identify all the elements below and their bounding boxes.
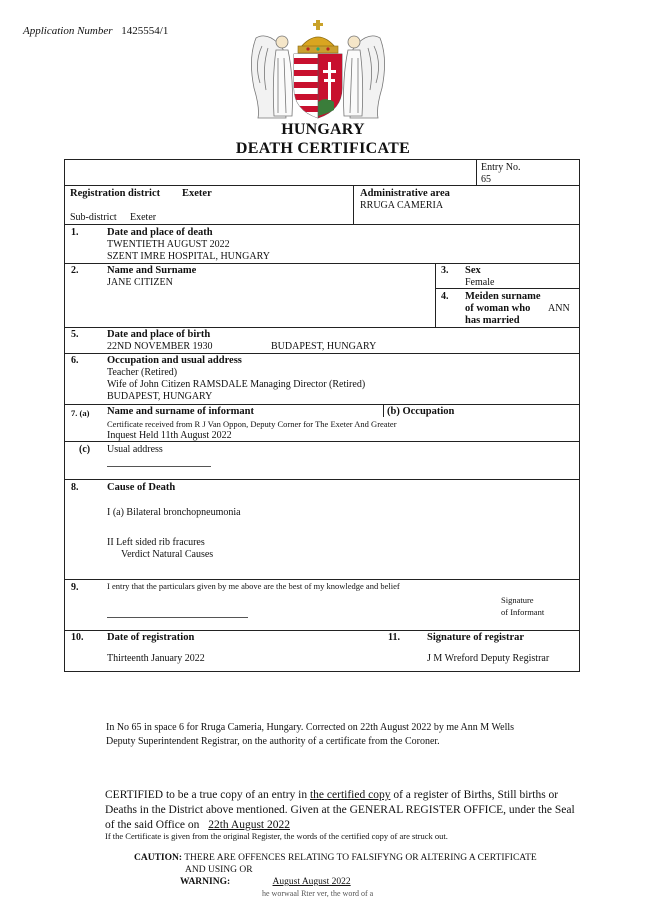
left-angel-icon: [251, 36, 292, 118]
cause-of-death-2: II Left sided rib fracures: [107, 537, 205, 548]
place-of-death-value: SZENT IMRE HOSPITAL, HUNGARY: [107, 251, 270, 262]
date-of-birth-value: 22ND NOVEMBER 1930: [107, 341, 213, 352]
informant-address-line: [107, 466, 211, 467]
caution-line-4: he worwaal Rter ver, the word of a: [262, 889, 374, 898]
application-number: [23, 25, 168, 37]
date-of-death-value: TWENTIETH AUGUST 2022: [107, 239, 230, 250]
sex-value: Female: [465, 277, 495, 288]
certification-paragraph: [105, 788, 575, 833]
registrar-signature-label: Signature of registrar: [427, 632, 525, 643]
signature-informant-label-2: of Informant: [501, 607, 545, 617]
hungary-coat-of-arms-emblem: [248, 18, 388, 124]
field-8-number: 8.: [71, 482, 79, 493]
maiden-surname-value: ANN: [548, 303, 570, 314]
field-1-number: 1.: [71, 227, 79, 238]
maiden-surname-label-3: has married: [465, 315, 520, 326]
caution-line-1: [134, 852, 537, 865]
field-10-number: 10.: [71, 632, 84, 643]
occupation-address-label: Occupation and usual address: [107, 355, 242, 366]
date-of-registration-label: Date of registration: [107, 632, 195, 643]
occupation-value: Teacher (Retired): [107, 367, 178, 378]
sub-district-value: Exeter: [130, 212, 157, 223]
document-title: DEATH CERTIFICATE: [235, 140, 411, 157]
caution-line-3: [180, 876, 351, 889]
usual-address-value: BUDAPEST, HUNGARY: [107, 391, 213, 402]
sex-label: Sex: [465, 265, 481, 276]
administrative-area-value: RRUGA CAMERIA: [360, 200, 444, 211]
registration-district-value: Exeter: [182, 188, 212, 199]
cause-of-death-label: Cause of Death: [107, 482, 176, 493]
date-place-of-death-label: Date and place of death: [107, 227, 213, 238]
application-number-label: Application Number: [23, 25, 113, 37]
shield-icon: [294, 54, 342, 118]
occupation-detail-value: Wife of John Citizen RAMSDALE Managing Director (Retired): [107, 379, 366, 390]
informant-declaration: I entry that the particulars given by me above are the best of my knowledge and belief: [107, 581, 400, 591]
sub-district-label: Sub-district: [70, 212, 117, 223]
caution-text-1: THERE ARE OFFENCES RELATING TO FALSIFYNG OR ALTERING A CERTIFICATE: [184, 853, 537, 863]
field-7a-number: 7. (a): [71, 408, 90, 418]
country-title: HUNGARY: [281, 121, 365, 138]
informant-address-label: Usual address: [107, 444, 163, 455]
administrative-area-label: Administrative area: [360, 188, 450, 199]
registrar-signature-value: J M Wreford Deputy Registrar: [427, 653, 550, 664]
field-7c-number: (c): [79, 444, 91, 455]
verdict-value: Verdict Natural Causes: [121, 549, 214, 560]
field-9-number: 9.: [71, 582, 79, 593]
field-6-number: 6.: [71, 355, 79, 366]
informant-occupation-label: (b) Occupation: [387, 406, 455, 417]
caution-line-2: AND USING OR: [185, 865, 253, 875]
informant-name-label: Name and surname of informant: [107, 406, 254, 417]
place-of-birth-value: BUDAPEST, HUNGARY: [271, 341, 377, 352]
entry-number-label: Entry No.: [481, 162, 521, 173]
correction-note: In No 65 in space 6 for Rruga Cameria, Hungary. Corrected on 22th August 2022 by me Ann M Wells Deputy Superintendent Registrar, on the authority of a certificate from the Coroner.: [106, 722, 515, 747]
certificate-table: [64, 159, 580, 672]
field-3-number: 3.: [441, 265, 449, 276]
signature-informant-label-1: Signature: [501, 595, 534, 605]
field-4-number: 4.: [441, 291, 449, 302]
cause-of-death-1a: I (a) Bilateral bronchopneumonia: [107, 507, 241, 518]
certification-footnote: If the Certificate is given from the original Register, the words of the certified copy of are struck out.: [105, 831, 448, 841]
warning-label: WARNING:: [180, 877, 231, 887]
name-surname-value: JANE CITIZEN: [107, 277, 173, 288]
name-surname-label: Name and Surname: [107, 265, 197, 276]
registration-district-label: Registration district: [70, 188, 161, 199]
application-number-value: 1425554/1: [121, 25, 169, 37]
certification-date: 22th August 2022: [208, 819, 290, 831]
caution-label: CAUTION:: [134, 853, 183, 863]
field-11-number: 11.: [388, 632, 400, 643]
holy-crown-icon: [298, 20, 338, 53]
informant-signature-line: [107, 617, 248, 618]
inquest-value: Inquest Held 11th August 2022: [107, 430, 232, 441]
informant-name-value: Certificate received from R J Van Oppon, Deputy Corner for The Exeter And Greater: [107, 419, 397, 429]
certified-copy-text: the certified copy: [309, 789, 391, 801]
right-angel-icon: [344, 36, 385, 118]
certification-text-2: of a register of Births, Still births or Deaths in the District above mentioned. Given at the GENERAL REGISTER OFFICE, under the Seal of the said Office on: [105, 789, 575, 831]
field-2-number: 2.: [71, 265, 79, 276]
certification-text-1: CERTIFIED to be a true copy of an entry in: [105, 789, 310, 801]
date-of-registration-value: Thirteenth January 2022: [107, 653, 205, 664]
field-5-number: 5.: [71, 329, 79, 340]
maiden-surname-label-1: Meiden surname: [465, 291, 541, 302]
date-place-of-birth-label: Date and place of birth: [107, 329, 211, 340]
entry-number-value: 65: [481, 174, 491, 185]
warning-date: August August 2022: [272, 877, 351, 887]
maiden-surname-label-2: of woman who: [465, 303, 531, 314]
